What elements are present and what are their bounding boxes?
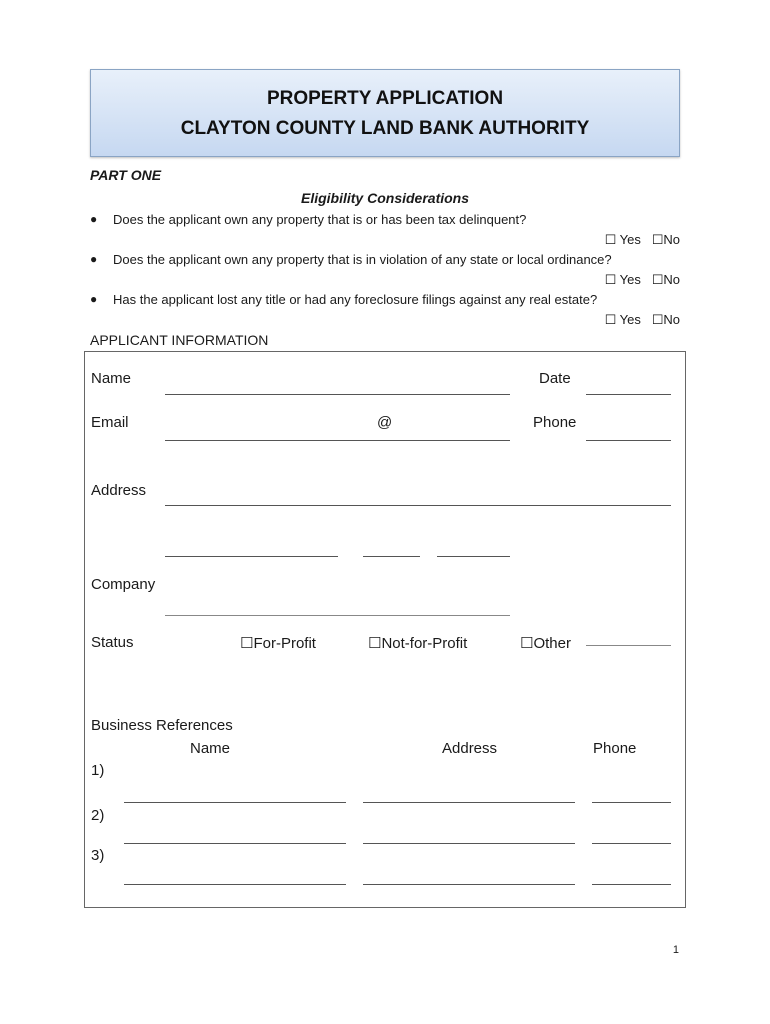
question-3-yes-checkbox[interactable]: ☐ Yes [604,312,641,327]
bullet-icon: ● [90,292,98,306]
reference-row-2-label: 2) [91,807,105,824]
bullet-icon: ● [90,252,98,266]
name-label: Name [91,370,132,387]
reference-1-name-field[interactable] [124,802,346,803]
reference-2-name-field[interactable] [124,843,346,844]
bullet-icon: ● [90,212,98,226]
reference-row-1-label: 1) [91,762,105,779]
question-1: Does the applicant own any property that is or has been tax delinquent? [113,212,527,227]
email-field[interactable] [165,440,510,441]
reference-1-address-field[interactable] [363,802,575,803]
question-3-answers [605,312,680,328]
applicant-form-box [84,351,686,908]
date-field[interactable] [586,394,671,395]
question-2-yes-checkbox[interactable]: ☐ Yes [604,272,641,287]
reference-2-address-field[interactable] [363,843,575,844]
question-2-answers [605,272,680,288]
question-2: Does the applicant own any property that is in violation of any state or local ordinance? [113,252,612,267]
page-number: 1 [672,944,679,956]
date-label: Date [539,370,571,387]
question-1-no-checkbox[interactable]: ☐No [651,232,680,247]
title-line-2: CLAYTON COUNTY LAND BANK AUTHORITY [180,118,590,139]
question-1-yes-checkbox[interactable]: ☐ Yes [604,232,641,247]
applicant-info-heading: APPLICANT INFORMATION [90,332,269,348]
not-for-profit-checkbox[interactable]: ☐Not-for-Profit [368,635,468,652]
for-profit-checkbox[interactable]: ☐For-Profit [240,635,316,652]
other-status-field[interactable] [586,645,671,646]
company-field[interactable] [165,615,510,616]
email-label: Email [91,414,129,431]
question-1-answers [605,232,680,248]
other-checkbox[interactable]: ☐Other [520,635,571,652]
name-field[interactable] [165,394,510,395]
reference-3-phone-field[interactable] [592,884,671,885]
reference-1-phone-field[interactable] [592,802,671,803]
question-2-no-checkbox[interactable]: ☐No [651,272,680,287]
eligibility-heading: Eligibility Considerations [300,190,470,206]
business-references-heading: Business References [91,717,233,734]
reference-3-address-field[interactable] [363,884,575,885]
references-phone-header: Phone [593,740,637,757]
reference-2-phone-field[interactable] [592,843,671,844]
city-field[interactable] [165,556,338,557]
title-banner [90,69,680,157]
address-line-1-field[interactable] [165,505,671,506]
phone-label: Phone [533,414,577,431]
question-3-no-checkbox[interactable]: ☐No [651,312,680,327]
question-3: Has the applicant lost any title or had any foreclosure filings against any real estate? [113,292,598,307]
state-field[interactable] [363,556,420,557]
references-address-header: Address [442,740,498,757]
phone-field[interactable] [586,440,671,441]
company-label: Company [91,576,156,593]
address-label: Address [91,482,147,499]
references-name-header: Name [190,740,231,757]
email-at-sign: @ [377,414,393,431]
reference-3-name-field[interactable] [124,884,346,885]
reference-row-3-label: 3) [91,847,105,864]
status-label: Status [91,634,134,651]
title-line-1: PROPERTY APPLICATION [266,88,504,109]
zip-field[interactable] [437,556,510,557]
part-one-heading: PART ONE [90,167,162,183]
